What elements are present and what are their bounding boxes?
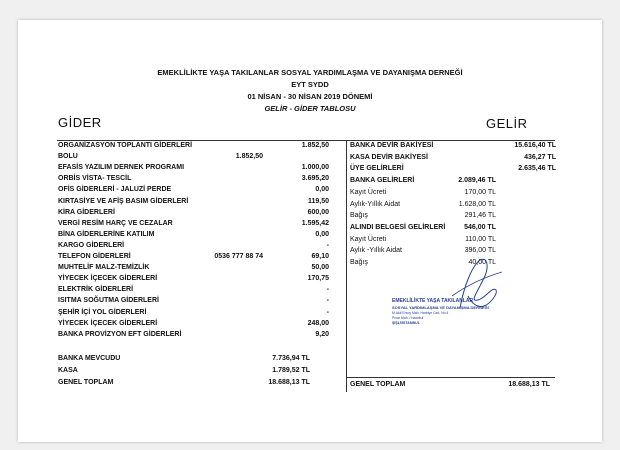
gelir-heading: GELİR: [486, 116, 528, 131]
association-stamp: EMEKLİLİKTE YAŞA TAKILANLAR SOSYAL YARDIMLAŞMA VE DAYANIŞMA DERNEĞİ M.Akif Ersoy Mah. Harbiye Cad. No:4 Pınar Mah. / İstanbul ŞİŞLİ/İSTANBUL: [392, 268, 512, 328]
gider-row-amount: 50,00: [311, 264, 329, 272]
gider-total-amount: 18.688,13 TL: [268, 379, 310, 386]
gelir-total-rule: [346, 377, 555, 378]
gelir-row-sub: 546,00 TL: [464, 223, 496, 231]
gelir-row-sub: 396,00 TL: [464, 247, 496, 255]
table-title: GELİR - GİDER TABLOSU: [264, 104, 356, 113]
org-abbr: EYT SYDD: [291, 80, 329, 89]
gelir-row-sub: 110,00 TL: [465, 235, 496, 243]
gider-row-label: VERGİ RESİM HARÇ VE CEZALAR: [58, 219, 173, 227]
gelir-total-amount: 18.688,13 TL: [508, 381, 550, 388]
gelir-row-label: Bağış: [350, 212, 368, 220]
gider-row-amount: -: [326, 297, 329, 305]
gider-row-amount: 170,75: [307, 275, 329, 283]
gider-row-label: KARGO GİDERLERİ: [58, 241, 125, 249]
gider-row-label: ELEKTRİK GİDERLERİ: [58, 286, 134, 294]
gider-row-label: MUHTELİF MALZ-TEMİZLİK: [58, 264, 150, 272]
gelir-row-sub: 291,46 TL: [464, 212, 496, 220]
gider-row-amount: 1.000,00: [301, 164, 329, 172]
gider-row-amount: -: [326, 308, 329, 316]
gider-row-label: ŞEHİR İÇİ YOL GİDERLERİ: [58, 308, 147, 316]
gider-row-amount: 0,00: [315, 230, 329, 238]
gider-row-amount: 69,10: [311, 253, 329, 260]
gider-row-amount: 0,00: [315, 186, 329, 194]
column-divider: [346, 140, 347, 392]
gelir-row-label: BANKA DEVİR BAKİYESİ: [350, 142, 434, 149]
gider-heading: GİDER: [58, 115, 102, 130]
gelir-row-sub: 2.089,46 TL: [458, 177, 496, 185]
gider-row-amount: 9,20: [315, 330, 329, 338]
gelir-row-sub: 170,00 TL: [464, 188, 496, 196]
gelir-row-label: Kayıt Ücreti: [350, 188, 387, 196]
org-title: EMEKLİLİKTE YAŞA TAKILANLAR SOSYAL YARDIMLAŞMA VE DAYANIŞMA DERNEĞİ: [157, 68, 463, 77]
gider-row-label: EFASİS YAZILIM DERNEK PROGRAMI: [58, 164, 185, 172]
gelir-row-label: ÜYE GELİRLERİ: [350, 165, 404, 173]
gelir-row-amount: 15.616,40 TL: [514, 142, 556, 149]
gider-row-amount: 1.852,50: [301, 142, 329, 149]
gider-row-label: ORBİS VİSTA- TESCİL: [58, 175, 132, 183]
gider-row-sub: 0536 777 88 74: [214, 253, 263, 260]
gider-row-amount: 600,00: [307, 208, 329, 216]
top-rule: [57, 140, 555, 141]
gider-row-amount: 3.695,20: [301, 175, 329, 183]
gelir-total-label: GENEL TOPLAM: [350, 381, 406, 388]
gider-row-label: ORGANİZASYON TOPLANTI GİDERLERİ: [58, 142, 193, 149]
gelir-row-sub: 1.628,00 TL: [458, 200, 496, 208]
gider-row-label: BOLU: [58, 153, 78, 161]
gider-row-amount: 248,00: [307, 319, 329, 327]
gider-row-label: BANKA PROVİZYON EFT GİDERLERİ: [58, 330, 182, 338]
gelir-row-label: Aylık-Yıllık Aidat: [350, 200, 401, 208]
gider-row-amount: -: [326, 241, 329, 249]
gider-total-amount: 7.736,94 TL: [272, 355, 310, 362]
gider-total-amount: 1.789,52 TL: [272, 367, 310, 374]
gider-total-label: GENEL TOPLAM: [58, 379, 114, 386]
gider-row-label: TELEFON GİDERLERİ: [58, 253, 131, 260]
gider-row-label: OFİS GİDERLERİ - JALUZİ PERDE: [58, 186, 172, 194]
gider-total-label: KASA: [58, 367, 78, 374]
gider-total-label: BANKA MEVCUDU: [58, 355, 121, 362]
gelir-row-label: BANKA GELİRLERİ: [350, 177, 415, 185]
gider-row-label: ISITMA SOĞUTMA GİDERLERİ: [58, 297, 159, 305]
gider-row-label: KIRTASİYE VE AFİŞ BASIM GİDERLERİ: [58, 197, 189, 205]
gelir-row-label: Bağış: [350, 259, 368, 266]
gider-row-amount: 119,50: [307, 197, 329, 205]
gider-row-sub: 1.852,50: [235, 153, 263, 161]
gelir-row-label: ALINDI BELGESİ GELİRLERİ: [350, 223, 446, 231]
gelir-row-sub: 40,00 TL: [468, 259, 496, 266]
gelir-row-label: Kayıt Ücreti: [350, 235, 387, 243]
gelir-row-amount: 2.635,46 TL: [518, 165, 556, 173]
gider-row-label: YİYECEK İÇECEK GİDERLERİ: [58, 319, 158, 327]
gelir-row-label: KASA DEVİR BAKİYESİ: [350, 153, 428, 161]
gelir-row-label: Aylık -Yıllık Aidat: [350, 247, 403, 255]
gider-row-label: KİRA GİDERLERİ: [58, 208, 115, 216]
gider-row-label: BİNA GİDERLERİNE KATILIM: [58, 230, 155, 238]
gider-row-amount: 1.595,42: [301, 219, 329, 227]
gelir-row-amount: 436,27 TL: [524, 153, 556, 161]
gider-row-label: YİYECEK İÇECEK GİDERLERİ: [58, 275, 158, 283]
period: 01 NİSAN - 30 NİSAN 2019 DÖNEMİ: [247, 92, 373, 101]
gider-row-amount: -: [326, 286, 329, 294]
